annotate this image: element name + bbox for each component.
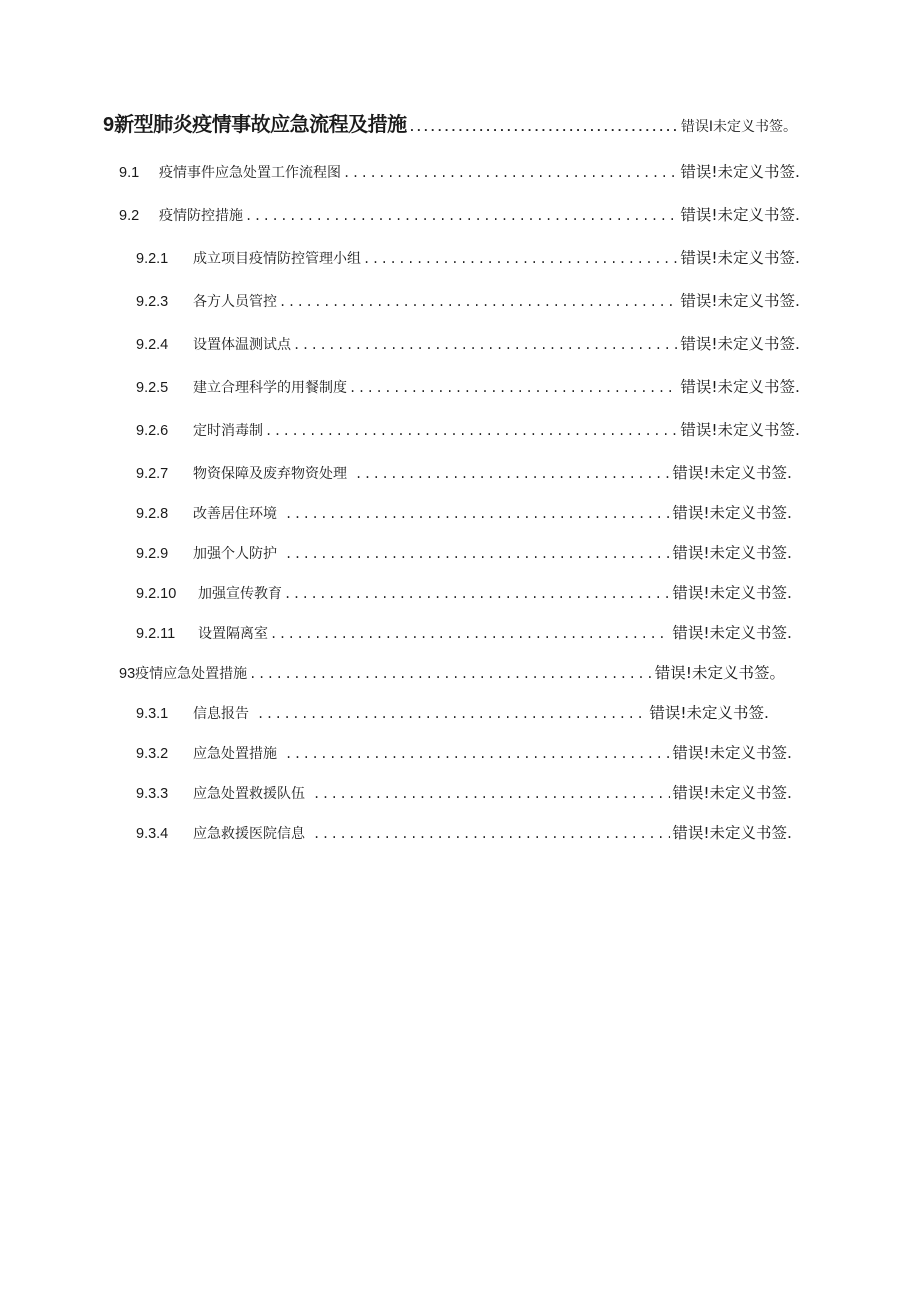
- toc-leader-dots: [349, 381, 678, 395]
- toc-entry-title: 设置隔离室: [198, 626, 268, 642]
- toc-leader-dots: [293, 338, 678, 352]
- toc-entry-number: 9.2.7: [136, 466, 169, 482]
- toc-entry-row[interactable]: [119, 160, 800, 182]
- toc-entry-row[interactable]: [136, 581, 792, 603]
- toc-entry-page-ref: 错误!未定义书签.: [680, 421, 800, 439]
- toc-entry-title: 疫情应急处置措施: [135, 666, 248, 682]
- toc-entry-number: 9.2.4: [136, 337, 169, 353]
- toc-leader-dots: [355, 467, 670, 481]
- toc-entry-title: 定时消毒制: [193, 423, 263, 439]
- toc-entry-title: 建立合理科学的用餐制度: [193, 380, 347, 396]
- toc-entry-number: 9.3.4: [136, 826, 169, 842]
- toc-entry-title: 信息报告: [193, 706, 249, 722]
- toc-leader-dots: [245, 209, 678, 223]
- toc-leader-dots: [265, 424, 678, 438]
- toc-entry-page-ref: 错误!未定义书签.: [672, 504, 792, 522]
- toc-leader-dots: [284, 587, 670, 601]
- toc-entry-page-ref: 错误!未定义书签.: [672, 544, 792, 562]
- toc-entry-row[interactable]: [136, 246, 800, 268]
- toc-entry-number: 9.2.11: [136, 626, 176, 642]
- toc-entry-page-ref: 错误!未定义书签.: [680, 249, 800, 267]
- toc-entry-title: 应急处置救援队伍: [193, 786, 305, 802]
- toc-entry-row[interactable]: [136, 461, 792, 483]
- toc-entry-row[interactable]: [136, 781, 792, 803]
- toc-entry-number: 9.2.3: [136, 294, 169, 310]
- toc-leader-dots: [409, 121, 679, 134]
- toc-entry-page-ref: 错误!未定义书签.: [680, 163, 800, 181]
- toc-heading-number: 9: [103, 114, 115, 136]
- toc-leader-dots: [257, 707, 647, 721]
- toc-entry-number: 9.3.3: [136, 786, 169, 802]
- toc-leader-dots: [285, 747, 670, 761]
- toc-entry-page-ref: 错误!未定义书签.: [680, 335, 800, 353]
- toc-entry-title: 加强宣传教育: [198, 586, 282, 602]
- toc-entry-number: 9.2.6: [136, 423, 169, 439]
- toc-entry-row[interactable]: [136, 418, 800, 440]
- toc-entry-title: 应急处置措施: [193, 746, 277, 762]
- toc-entry-row[interactable]: [136, 289, 800, 311]
- toc-entry-page-ref: 错误!未定义书签.: [672, 824, 792, 842]
- toc-entry-number: 9.2: [119, 208, 140, 224]
- toc-entry-number: 9.3.2: [136, 746, 169, 762]
- toc-leader-dots: [313, 787, 670, 801]
- toc-entry-row[interactable]: [136, 701, 769, 723]
- toc-entry-number: 9.2.9: [136, 546, 169, 562]
- toc-heading-row[interactable]: [103, 108, 797, 137]
- toc-entry-title: 加强个人防护: [193, 546, 277, 562]
- toc-entry-row[interactable]: [136, 541, 792, 563]
- toc-leader-dots: [343, 166, 678, 180]
- toc-leader-dots: [249, 667, 653, 681]
- toc-entry-row[interactable]: [119, 661, 785, 683]
- toc-entry-row[interactable]: [136, 741, 792, 763]
- toc-entry-page-ref: 错误!未定义书签.: [680, 378, 800, 396]
- toc-entry-number: 93: [119, 666, 136, 682]
- toc-leader-dots: [285, 507, 670, 521]
- toc-entry-number: 9.2.10: [136, 586, 177, 602]
- toc-leader-dots: [313, 827, 670, 841]
- toc-entry-page-ref: 错误!未定义书签.: [672, 624, 792, 642]
- toc-entry-page-ref: 错误!未定义书签.: [680, 292, 800, 310]
- toc-leader-dots: [279, 295, 678, 309]
- toc-leader-dots: [285, 547, 670, 561]
- toc-entry-title: 疫情防控措施: [159, 208, 243, 224]
- toc-entry-page-ref: 错误!未定义书签.: [649, 704, 769, 722]
- toc-entry-row[interactable]: [136, 621, 792, 643]
- toc-entry-row[interactable]: [119, 203, 800, 225]
- toc-entry-row[interactable]: [136, 332, 800, 354]
- toc-entry-title: 物资保障及废弃物资处理: [193, 466, 347, 482]
- toc-entry-number: 9.3.1: [136, 706, 169, 722]
- toc-heading-page-ref: 错误I未定义书签。: [680, 119, 797, 135]
- toc-leader-dots: [363, 252, 678, 266]
- toc-entry-row[interactable]: [136, 821, 792, 843]
- toc-heading-title: 新型肺炎疫情事故应急流程及措施: [114, 112, 407, 136]
- toc-entry-number: 9.2.8: [136, 506, 169, 522]
- toc-leader-dots: [270, 627, 670, 641]
- toc-entry-title: 各方人员管控: [193, 294, 277, 310]
- toc-entry-row[interactable]: [136, 375, 800, 397]
- toc-entry-title: 改善居住环境: [193, 506, 277, 522]
- toc-entry-title: 设置体温测试点: [193, 337, 291, 353]
- toc-entry-number: 9.2.5: [136, 380, 169, 396]
- toc-entry-number: 9.2.1: [136, 251, 169, 267]
- toc-entry-page-ref: 错误!未定义书签.: [672, 744, 792, 762]
- toc-entry-title: 应急救援医院信息: [193, 826, 305, 842]
- toc-entry-title: 疫情事件应急处置工作流程图: [159, 165, 341, 181]
- toc-entry-page-ref: 错误!未定义书签.: [672, 464, 792, 482]
- toc-entry-page-ref: 错误!未定义书签.: [672, 584, 792, 602]
- toc-entry-title: 成立项目疫情防控管理小组: [193, 251, 361, 267]
- toc-entry-number: 9.1: [119, 165, 140, 181]
- toc-entry-page-ref: 错误!未定义书签.: [680, 206, 800, 224]
- toc-entry-page-ref: 错误!未定义书签.: [672, 784, 792, 802]
- toc-entry-row[interactable]: [136, 501, 792, 523]
- toc-entry-page-ref: 错误!未定义书签。: [654, 664, 785, 682]
